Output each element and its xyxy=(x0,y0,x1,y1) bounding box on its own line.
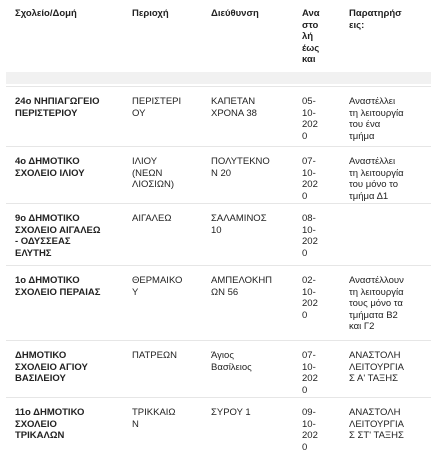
school-name-line: ΣΧΟΛΕΙΟ ΙΛΙΟΥ xyxy=(15,168,117,180)
header-suspended-until-line: στο xyxy=(302,20,332,32)
suspended-until-date-line: 10- xyxy=(302,287,332,299)
address-line: ΣΑΛΑΜΙΝΟΣ xyxy=(211,213,291,225)
school-name-cell xyxy=(15,407,117,442)
notes-cell xyxy=(349,156,429,202)
region-cell xyxy=(132,275,192,298)
header-school: Σχολείο/Δομή xyxy=(15,8,117,20)
header-spacer-row xyxy=(6,72,431,84)
notes-cell xyxy=(349,96,429,142)
region-line: Ν xyxy=(132,419,192,431)
region-cell xyxy=(132,156,192,191)
notes-line: Αναστέλλουν xyxy=(349,275,429,287)
header-suspended-until xyxy=(302,8,332,66)
table-row xyxy=(0,340,433,397)
region-cell xyxy=(132,407,192,430)
school-name-line: 9ο ΔΗΜΟΤΙΚΟ xyxy=(15,213,117,225)
school-name-line: ΔΗΜΟΤΙΚΟ xyxy=(15,350,117,362)
suspended-until-date-line: 10- xyxy=(302,108,332,120)
notes-line: Σ Α' ΤΑΞΗΣ xyxy=(349,373,429,385)
notes-line: Αναστέλλει xyxy=(349,96,429,108)
notes-cell xyxy=(349,350,429,385)
header-notes-line: Παρατηρήσ xyxy=(349,8,429,20)
address-line: ΑΜΠΕΛΟΚΗΠ xyxy=(211,275,291,287)
school-name-cell xyxy=(15,96,117,119)
notes-line: και Γ2 xyxy=(349,321,429,333)
suspended-until-date-cell xyxy=(302,275,332,321)
suspended-until-date-line: 02- xyxy=(302,275,332,287)
school-name-cell xyxy=(15,275,117,298)
region-cell xyxy=(132,96,192,119)
table-row xyxy=(0,203,433,265)
school-name-line: ΣΧΟΛΕΙΟ ΑΓΙΟΥ xyxy=(15,362,117,374)
school-name-line: ΕΛΥΤΗΣ xyxy=(15,248,117,260)
notes-line: τμήματα Β2 xyxy=(349,310,429,322)
suspended-until-date-line: 202 xyxy=(302,298,332,310)
region-line: ΙΛΙΟΥ xyxy=(132,156,192,168)
suspended-until-date-cell xyxy=(302,350,332,396)
region-line: ΑΙΓΑΛΕΩ xyxy=(132,213,192,225)
suspended-until-date-cell xyxy=(302,96,332,142)
header-suspended-until-line: Ανα xyxy=(302,8,332,20)
school-name-line: 1ο ΔΗΜΟΤΙΚΟ xyxy=(15,275,117,287)
address-line: ΩΝ 56 xyxy=(211,287,291,299)
suspended-until-date-line: 202 xyxy=(302,373,332,385)
address-line: ΚΑΠΕΤΑΝ xyxy=(211,96,291,108)
suspended-until-date-line: 08- xyxy=(302,213,332,225)
notes-line: τη λειτουργία xyxy=(349,108,429,120)
region-line: ΟΥ xyxy=(132,108,192,120)
address-line: Άγιος xyxy=(211,350,291,362)
region-line: (ΝΕΩΝ xyxy=(132,168,192,180)
notes-line: τη λειτουργία xyxy=(349,287,429,299)
school-name-line: ΒΑΣΙΛΕΙΟΥ xyxy=(15,373,117,385)
notes-line: του μόνο το xyxy=(349,179,429,191)
header-region: Περιοχή xyxy=(132,8,192,20)
suspended-until-date-cell xyxy=(302,213,332,259)
school-name-cell xyxy=(15,156,117,179)
suspended-until-date-line: 0 xyxy=(302,131,332,143)
school-name-line: ΣΧΟΛΕΙΟ ΑΙΓΑΛΕΩ xyxy=(15,225,117,237)
notes-line: ΛΕΙΤΟΥΡΓΙΑ xyxy=(349,362,429,374)
table-header xyxy=(0,0,433,70)
region-line: ΠΕΡΙΣΤΕΡΙ xyxy=(132,96,192,108)
region-line: ΛΙΟΣΙΩΝ) xyxy=(132,179,192,191)
school-name-line: ΣΧΟΛΕΙΟ xyxy=(15,419,117,431)
notes-cell xyxy=(349,407,429,442)
school-name-line: 24ο ΝΗΠΙΑΓΩΓΕΙΟ xyxy=(15,96,117,108)
notes-line: ΑΝΑΣΤΟΛΗ xyxy=(349,407,429,419)
address-cell xyxy=(211,350,291,373)
school-name-line: ΤΡΙΚΑΛΩΝ xyxy=(15,430,117,442)
suspended-until-date-line: 0 xyxy=(302,248,332,260)
suspended-until-date-line: 202 xyxy=(302,119,332,131)
header-suspended-until-line: λή xyxy=(302,31,332,43)
suspended-until-date-line: 07- xyxy=(302,350,332,362)
address-line: ΣΥΡΟΥ 1 xyxy=(211,407,291,419)
school-name-line: - ΟΔΥΣΣΕΑΣ xyxy=(15,236,117,248)
address-cell xyxy=(211,407,291,419)
header-suspended-until-line: και xyxy=(302,54,332,66)
notes-line: ΑΝΑΣΤΟΛΗ xyxy=(349,350,429,362)
suspended-until-date-line: 10- xyxy=(302,225,332,237)
suspended-until-date-cell xyxy=(302,407,332,453)
suspended-until-date-line: 0 xyxy=(302,310,332,322)
address-line: Ν 20 xyxy=(211,168,291,180)
region-cell xyxy=(132,213,192,225)
address-line: ΠΟΛΥΤΕΚΝΟ xyxy=(211,156,291,168)
school-name-line: ΣΧΟΛΕΙΟ ΠΕΡΑΙΑΣ xyxy=(15,287,117,299)
notes-line: τμήμα xyxy=(349,131,429,143)
region-line: ΘΕΡΜΑΙΚΟ xyxy=(132,275,192,287)
suspended-until-date-cell xyxy=(302,156,332,202)
address-cell xyxy=(211,96,291,119)
suspended-until-date-line: 10- xyxy=(302,362,332,374)
address-cell xyxy=(211,156,291,179)
table-row xyxy=(0,146,433,203)
suspended-until-date-line: 0 xyxy=(302,191,332,203)
suspended-until-date-line: 05- xyxy=(302,96,332,108)
suspended-until-date-line: 10- xyxy=(302,168,332,180)
suspended-until-date-line: 202 xyxy=(302,430,332,442)
school-name-line: ΠΕΡΙΣΤΕΡΙΟΥ xyxy=(15,108,117,120)
suspended-until-date-line: 07- xyxy=(302,156,332,168)
notes-cell xyxy=(349,275,429,333)
notes-line: Αναστέλλει xyxy=(349,156,429,168)
region-line: ΤΡΙΚΚΑΙΩ xyxy=(132,407,192,419)
school-name-line: 11ο ΔΗΜΟΤΙΚΟ xyxy=(15,407,117,419)
school-name-line: 4ο ΔΗΜΟΤΙΚΟ xyxy=(15,156,117,168)
school-name-cell xyxy=(15,350,117,385)
header-notes xyxy=(349,8,429,31)
table-row xyxy=(0,397,433,450)
notes-line: τη λειτουργία xyxy=(349,168,429,180)
notes-line: Σ ΣΤ' ΤΑΞΗΣ xyxy=(349,430,429,442)
suspended-until-date-line: 202 xyxy=(302,179,332,191)
header-address: Διεύθυνση xyxy=(211,8,291,20)
suspended-until-date-line: 09- xyxy=(302,407,332,419)
table-row xyxy=(0,265,433,340)
table-row xyxy=(0,86,433,146)
notes-line: του ένα xyxy=(349,119,429,131)
suspended-until-date-line: 0 xyxy=(302,442,332,453)
region-cell xyxy=(132,350,192,362)
header-suspended-until-line: έως xyxy=(302,43,332,55)
header-notes-line: εις: xyxy=(349,20,429,32)
suspended-until-date-line: 202 xyxy=(302,236,332,248)
notes-line: ΛΕΙΤΟΥΡΓΙΑ xyxy=(349,419,429,431)
address-cell xyxy=(211,275,291,298)
address-line: ΧΡΟΝΑ 38 xyxy=(211,108,291,120)
suspended-until-date-line: 0 xyxy=(302,385,332,397)
region-line: ΠΑΤΡΕΩΝ xyxy=(132,350,192,362)
address-cell xyxy=(211,213,291,236)
notes-line: τους μόνο τα xyxy=(349,298,429,310)
address-line: Βασίλειος xyxy=(211,362,291,374)
notes-line: τμήμα Δ1 xyxy=(349,191,429,203)
school-name-cell xyxy=(15,213,117,259)
region-line: Υ xyxy=(132,287,192,299)
address-line: 10 xyxy=(211,225,291,237)
suspended-until-date-line: 10- xyxy=(302,419,332,431)
